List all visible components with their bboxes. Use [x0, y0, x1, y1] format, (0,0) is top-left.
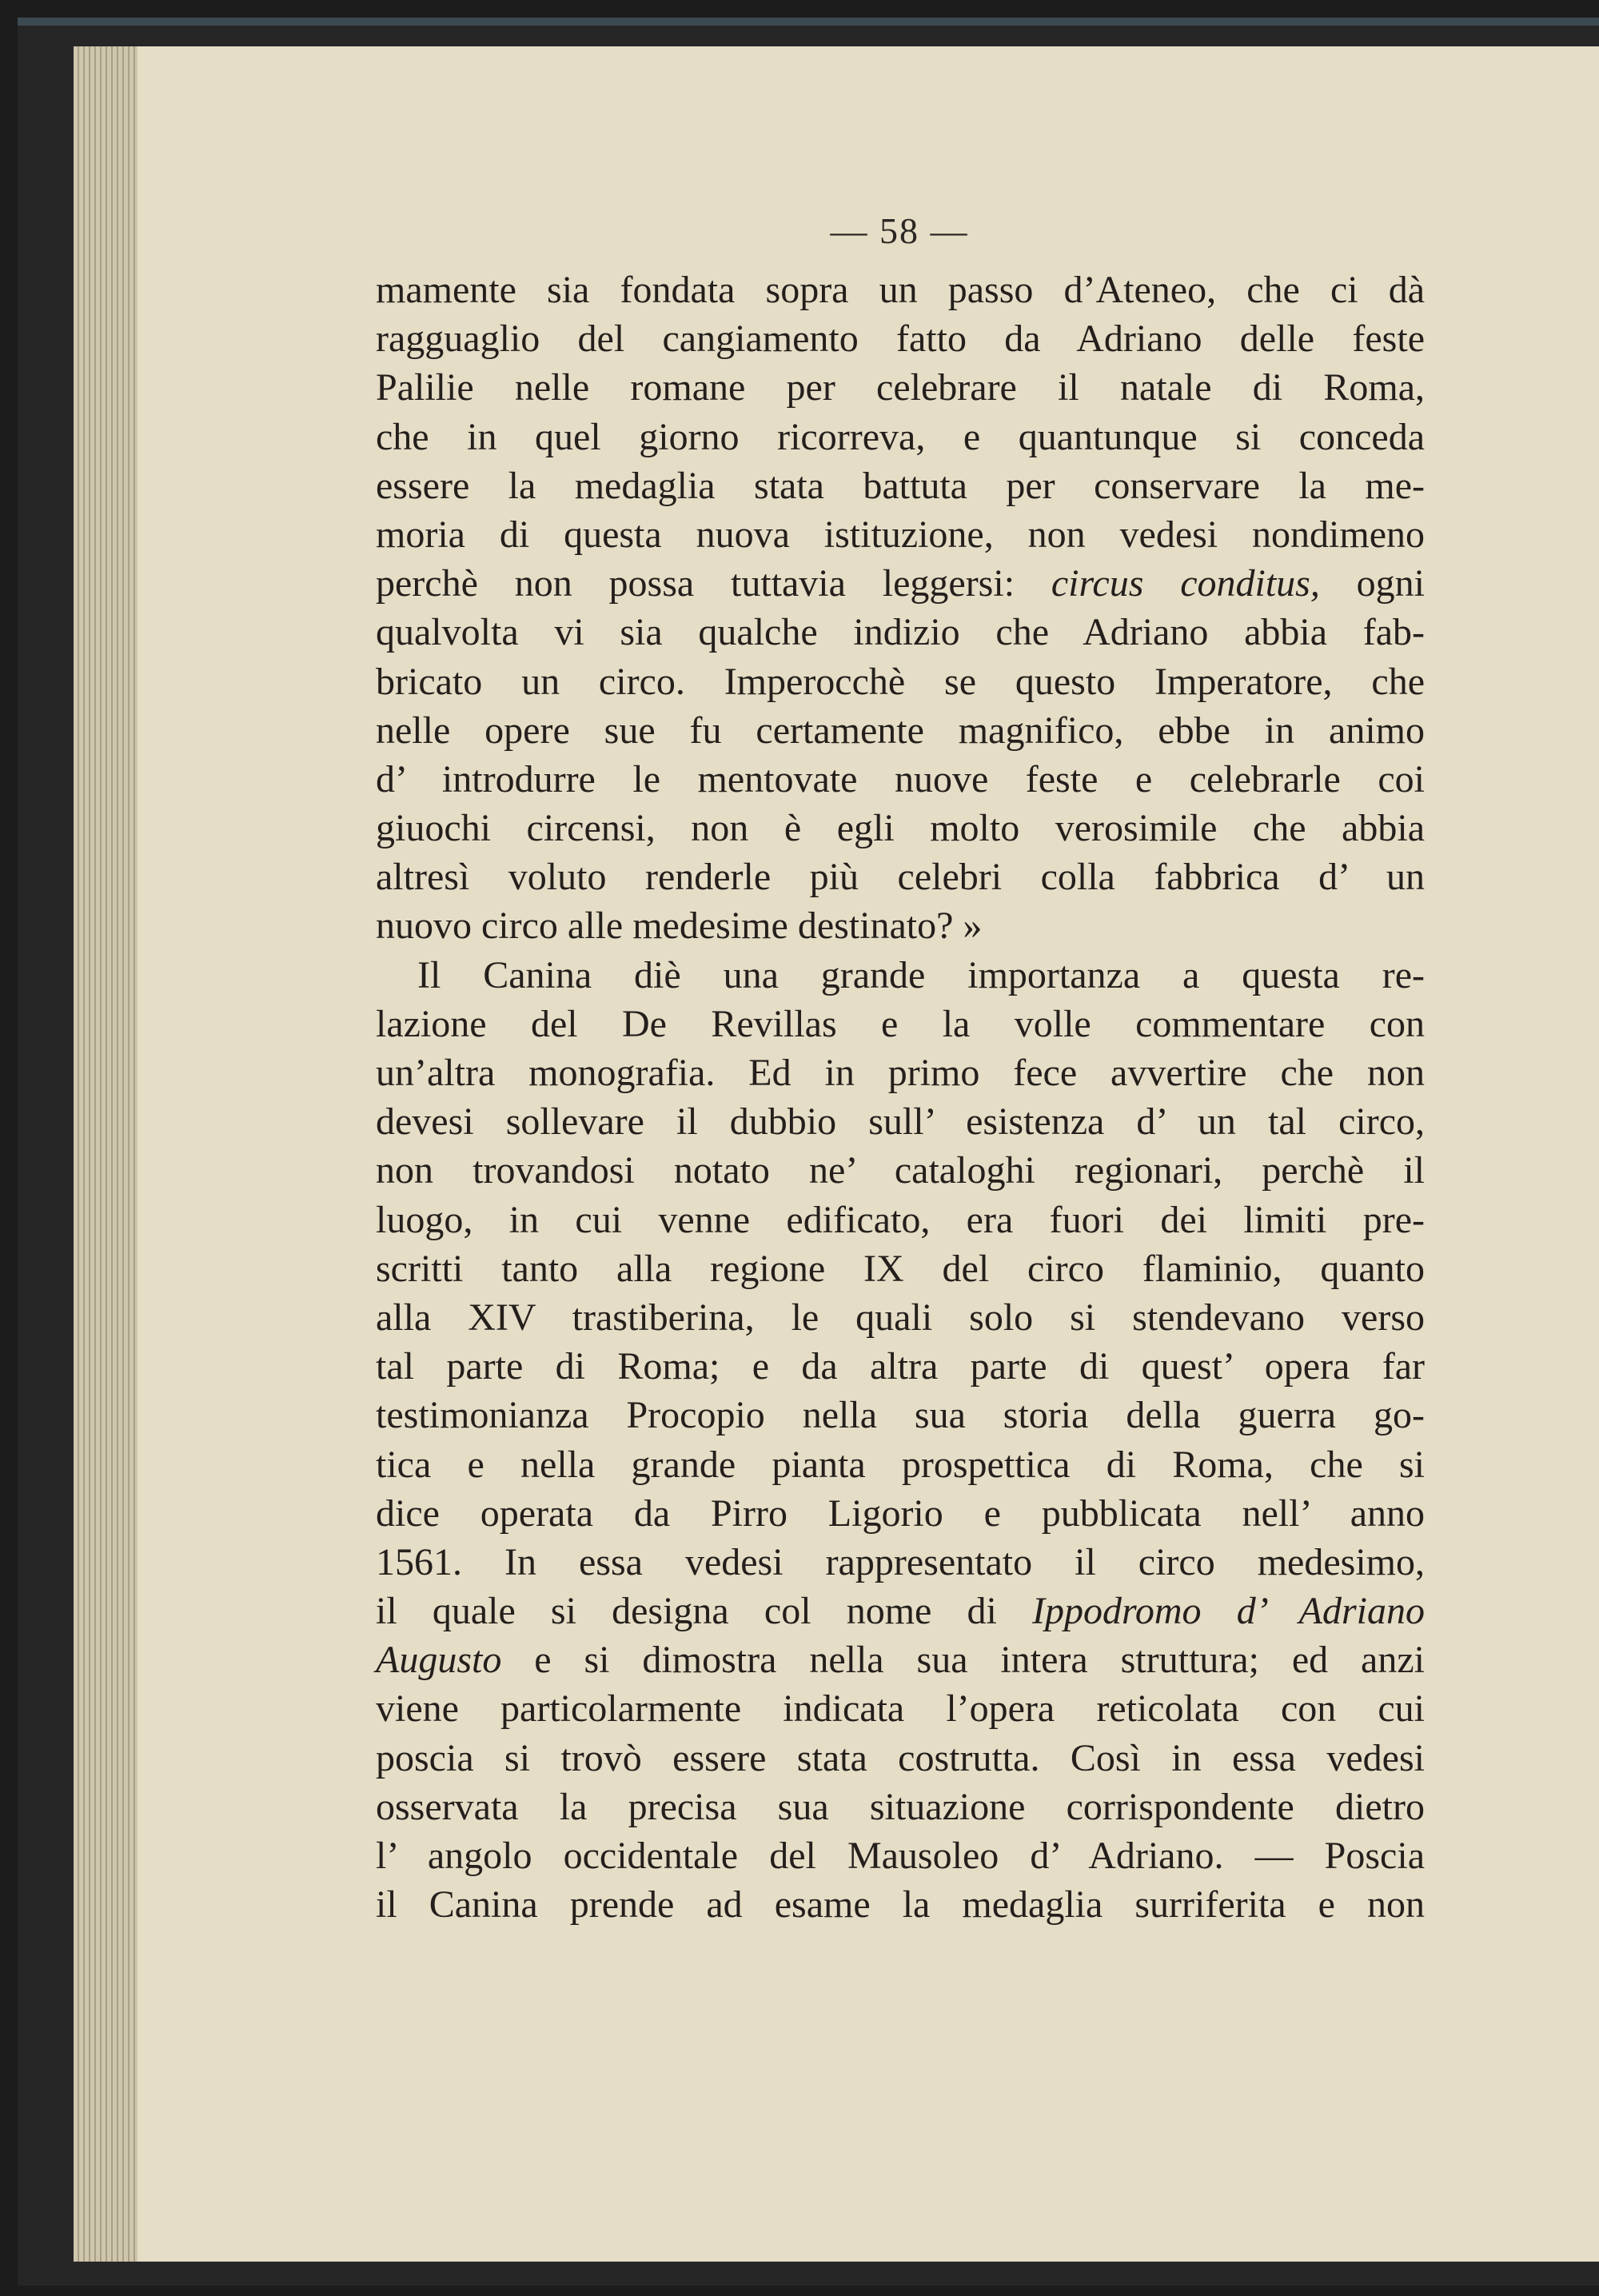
text-line: luogo, in cui venne edificato, era fuori dei limiti pre- [376, 1198, 1425, 1241]
text-line: perchè non possa tuttavia leggersi: circus conditus, ogni [376, 562, 1426, 605]
text-line: un’altra monografia. Ed in primo fece avvertire che non [376, 1052, 1425, 1094]
text-line: viene particolarmente indicata l’opera reticolata con cui [376, 1687, 1425, 1731]
text-line: giuochi circensi, non è egli molto verosimile che abbia [376, 807, 1425, 850]
text-line: nuovo circo alle medesime destinato? » [376, 904, 983, 948]
text-line: Augusto e si dimostra nella sua intera struttura; ed anzi [376, 1639, 1425, 1682]
text-line: moria di questa nuova istituzione, non vedesi nondimeno [376, 513, 1425, 556]
paragraph-start-line: Il Canina diè una grande importanza a questa re- [417, 953, 1425, 996]
text-line: mamente sia fondata sopra un passo d’Ateneo, che ci dà [376, 269, 1425, 311]
text-line: testimonianza Procopio nella sua storia della guerra go- [376, 1394, 1425, 1437]
text-line: l’ angolo occidentale del Mausoleo d’ Adriano. — Poscia [376, 1835, 1425, 1877]
text-line: che in quel giorno ricorreva, e quantunque si conceda [376, 415, 1425, 458]
italic-phrase: Augusto [376, 1639, 502, 1682]
italic-phrase: circus conditus, [1051, 562, 1320, 605]
text-line: dice operata da Pirro Ligorio e pubblicata nell’ anno [376, 1491, 1425, 1535]
text-line: qualvolta vi sia qualche indizio che Adriano abbia fab- [376, 611, 1425, 654]
text-line: essere la medaglia stata battuta per conservare la me- [376, 464, 1425, 507]
text-line: 1561. In essa vedesi rappresentato il circo medesimo, [376, 1540, 1425, 1583]
text-line: d’ introdurre le mentovate nuove feste e celebrarle coi [376, 757, 1425, 801]
text-line: non trovandosi notato ne’ cataloghi regionari, perchè il [376, 1149, 1425, 1192]
text-line: osservata la precisa sua situazione corrispondente dietro [376, 1785, 1425, 1828]
text-line: il Canina prende ad esame la medaglia surriferita e non [376, 1883, 1425, 1927]
text-line: il quale si designa col nome di Ippodromo d’ Adriano [376, 1590, 1425, 1633]
page-number: — 58 — [830, 210, 969, 251]
text-line: ragguaglio del cangiamento fatto da Adriano delle feste [376, 317, 1425, 361]
text-line: altresì voluto renderle più celebri colla fabbrica d’ un [376, 856, 1425, 899]
italic-phrase: Ippodromo d’ Adriano [1032, 1590, 1425, 1633]
text-line: tal parte di Roma; e da altra parte di quest’ opera far [376, 1345, 1425, 1388]
text-line: poscia si trovò essere stata costrutta. Così in essa vedesi [376, 1736, 1425, 1779]
text-line: scritti tanto alla regione IX del circo flaminio, quanto [376, 1247, 1425, 1290]
text-line: devesi sollevare il dubbio sull’ esistenza d’ un tal circo, [376, 1100, 1425, 1144]
text-line: bricato un circo. Imperocchè se questo Imperatore, che [376, 660, 1425, 703]
body-text [376, 266, 1425, 1929]
text-line: alla XIV trastiberina, le quali solo si stendevano verso [376, 1296, 1425, 1339]
text-line: tica e nella grande pianta prospettica di Roma, che si [376, 1443, 1425, 1486]
text-line: Palilie nelle romane per celebrare il natale di Roma, [376, 366, 1425, 409]
text-line: nelle opere sue fu certamente magnifico, ebbe in animo [376, 709, 1425, 752]
text-line: lazione del De Revillas e la volle commentare con [376, 1002, 1425, 1045]
